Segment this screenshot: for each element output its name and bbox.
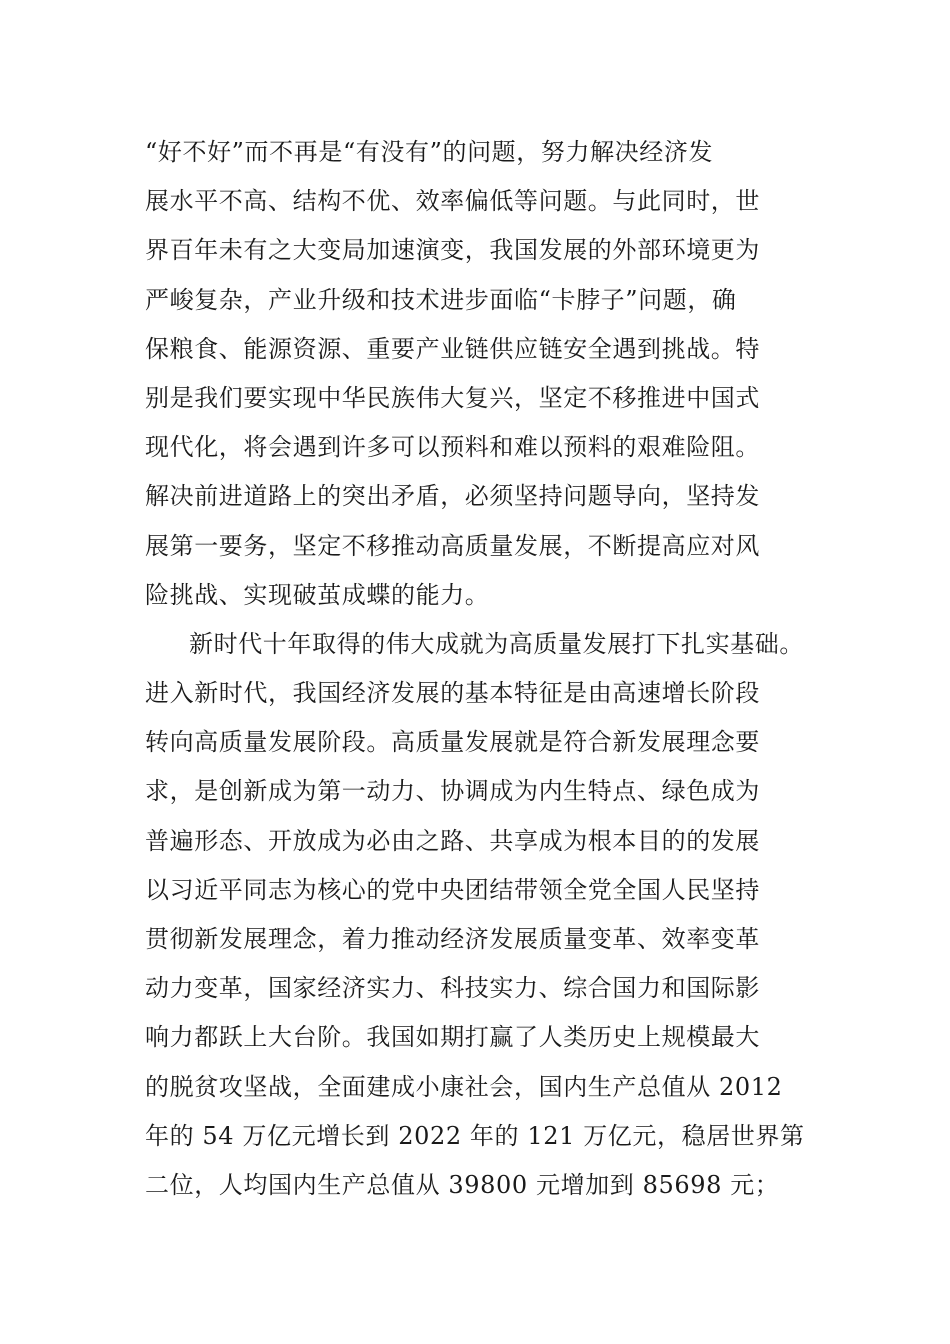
paragraph-line: 动力变革，国家经济实力、科技实力、综合国力和国际影 xyxy=(145,974,760,1003)
paragraph-line: 保粮食、能源资源、重要产业链供应链安全遇到挑战。特 xyxy=(145,334,760,363)
paragraph-line: 险挑战、实现破茧成蝶的能力。 xyxy=(145,580,490,609)
paragraph-first-line: 新时代十年取得的伟大成就为高质量发展打下扎实基础。 xyxy=(189,629,804,658)
paragraph-line: 贯彻新发展理念，着力推动经济发展质量变革、效率变革 xyxy=(145,925,760,953)
paragraph-line: 以习近平同志为核心的党中央团结带领全党全国人民坚持 xyxy=(145,875,760,904)
paragraph-line: 响力都跃上大台阶。我国如期打赢了人类历史上规模最大 xyxy=(145,1023,760,1052)
paragraph-line: 转向高质量发展阶段。高质量发展就是符合新发展理念要 xyxy=(145,728,760,757)
paragraph-line: 求，是创新成为第一动力、协调成为内生特点、绿色成为 xyxy=(145,777,760,806)
paragraph-line: 进入新时代，我国经济发展的基本特征是由高速增长阶段 xyxy=(145,679,760,708)
paragraph-line: 普遍形态、开放成为必由之路、共享成为根本目的的发展 xyxy=(145,826,760,855)
paragraph-line: 别是我们要实现中华民族伟大复兴，坚定不移推进中国式 xyxy=(145,383,760,412)
paragraph-line: 年的 54 万亿元增长到 2022 年的 121 万亿元，稳居世界第 xyxy=(145,1121,805,1150)
paragraph-line: 界百年未有之大变局加速演变，我国发展的外部环境更为 xyxy=(145,236,760,265)
paragraph-1 xyxy=(145,128,815,620)
paragraph-line: 解决前进道路上的突出矛盾，必须坚持问题导向，坚持发 xyxy=(145,482,760,511)
document-body xyxy=(145,128,815,1210)
paragraph-line: 展第一要务，坚定不移推动高质量发展，不断提高应对风 xyxy=(145,531,760,560)
paragraph-line: 的脱贫攻坚战，全面建成小康社会，国内生产总值从 2012 xyxy=(145,1072,783,1101)
paragraph-2 xyxy=(145,620,815,1210)
paragraph-line: 严峻复杂，产业升级和技术进步面临“卡脖子”问题，确 xyxy=(145,285,737,314)
paragraph-line: 二位，人均国内生产总值从 39800 元增加到 85698 元； xyxy=(145,1170,780,1199)
paragraph-line: 现代化，将会遇到许多可以预料和难以预料的艰难险阻。 xyxy=(145,433,760,462)
paragraph-line: “好不好”而不再是“有没有”的问题，努力解决经济发 xyxy=(145,138,714,166)
paragraph-line: 展水平不高、结构不优、效率偏低等问题。与此同时，世 xyxy=(145,187,760,216)
